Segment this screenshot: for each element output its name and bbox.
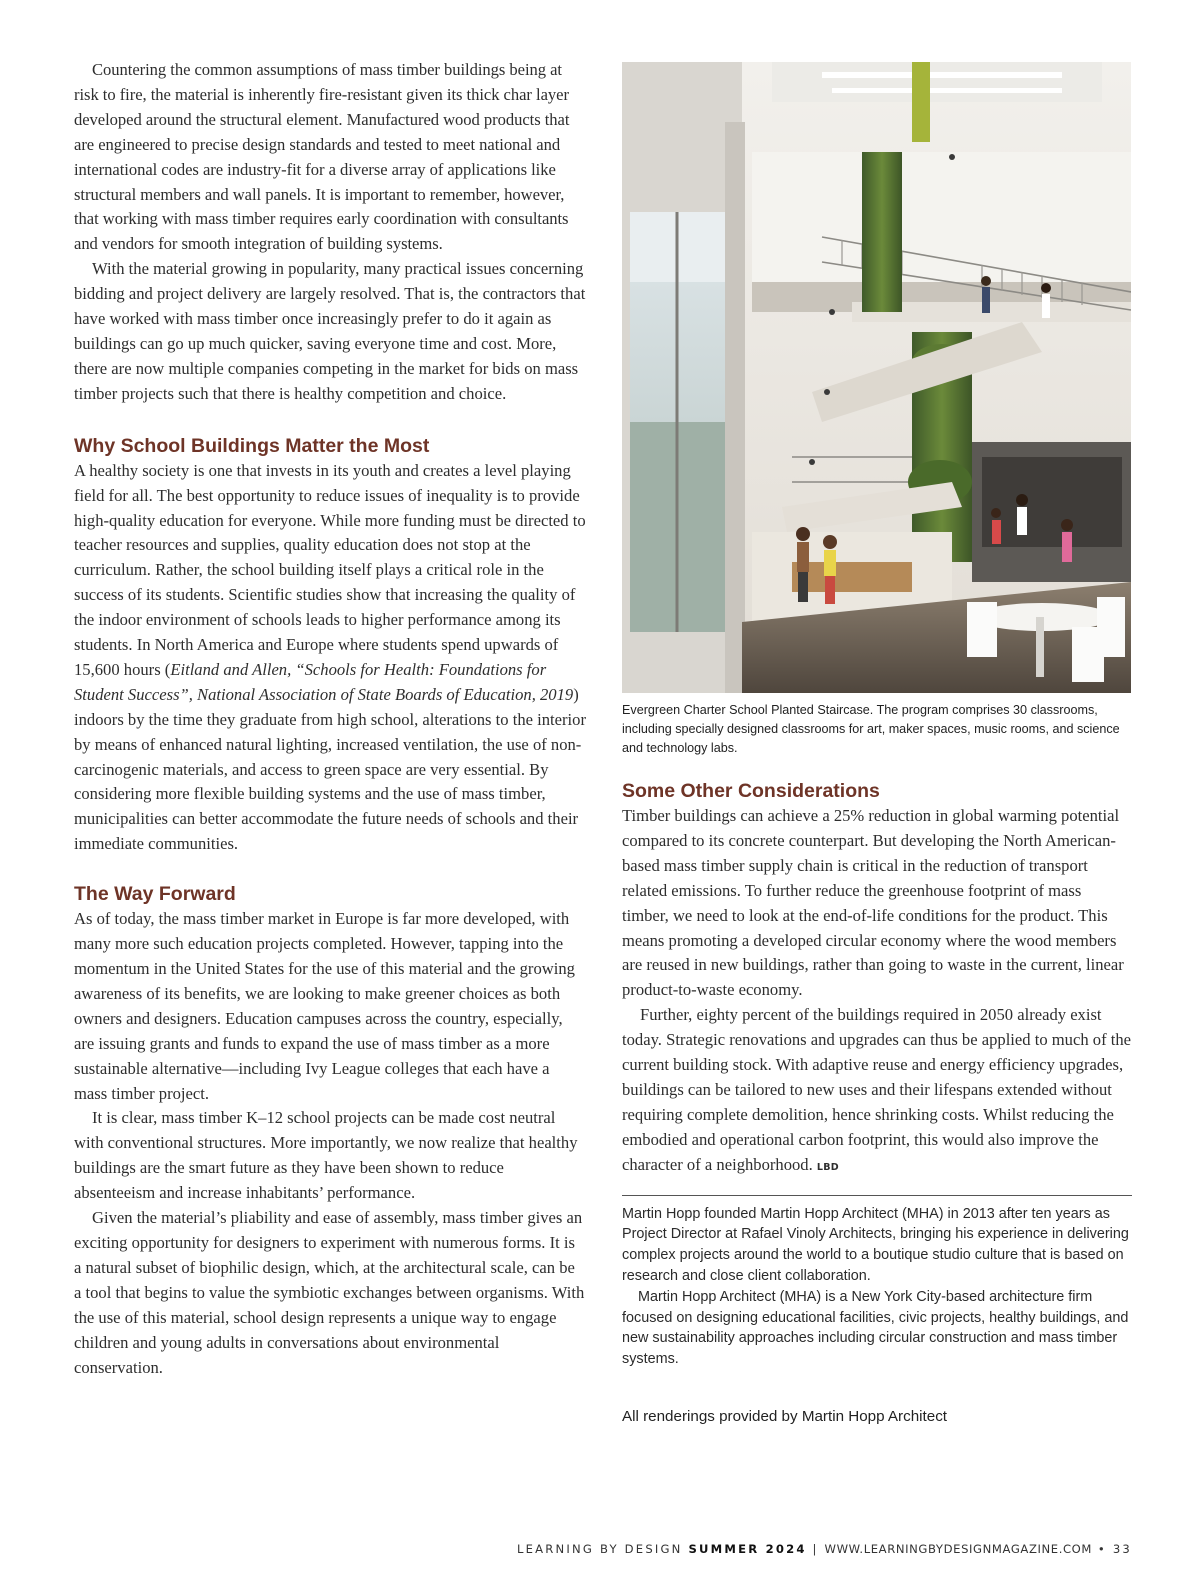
- footer-page-number: 33: [1112, 1542, 1132, 1556]
- author-bio-1: Martin Hopp founded Martin Hopp Architect (MHA) in 2013 after ten years as Project Director at Rafael Vinoly Architects, bringing his experience in delivering complex projects around the world to a boutique studio culture that is based on research and close client collaboration.: [622, 1205, 1129, 1284]
- heading-some-other-considerations: Some Other Considerations: [622, 780, 880, 802]
- heading-the-way-forward: The Way Forward: [74, 883, 236, 906]
- paragraph-eighty-percent: [622, 1003, 1132, 1180]
- staircase-illustration: [622, 62, 1131, 693]
- bio-divider: [622, 1195, 1132, 1196]
- paragraph-global-warming: Timber buildings can achieve a 25% reduction in global warming potential compared to its concrete counterpart. But developing the North American-based mass timber supply chain is critical in the reduction of transport related emissions. To further reduce the greenhouse footprint of mass timber, we need to look at the end-of-life conditions for the product. This means promoting a developed circular economy where the wood members are reused in new buildings, rather than going to waste in the current, linear product-to-waste economy.: [622, 806, 1124, 1000]
- left-column: [74, 58, 586, 1380]
- footer-magazine: LEARNING BY DESIGN: [516, 1542, 683, 1556]
- footer-separator: |: [812, 1542, 819, 1556]
- paragraph-eighty-percent-text: Further, eighty percent of the buildings required in 2050 already exist today. Strategic renovations and upgrades can thus be applied to much of the current building stock. With adaptive reuse and energy efficiency upgrades, buildings can be tailored to new uses and their lifespans extended without requiring complete demolition, hence shrinking costs. Whilst reducing the embodied and operational carbon footprint, this would also improve the character of a neighborhood.: [622, 1005, 1132, 1174]
- paragraph-healthy-society: [74, 459, 586, 858]
- footer-bullet: •: [1097, 1542, 1107, 1556]
- paragraph-market-europe: As of today, the mass timber market in Europe is far more developed, with many more such education projects completed. However, tapping into the momentum in the United States for the use of this material and the growing awareness of its benefits, we are looking to make greener choices as both owners and designers. Education campuses across the country, especially, are issuing grants and funds to expand the use of mass timber as a more sustainable alternative—including Ivy League colleges that each have a mass timber project.: [74, 909, 575, 1103]
- paragraph-cost-neutral: It is clear, mass timber K–12 school projects can be made cost neutral with conventional structures. More importantly, we now realize that healthy buildings are the smart future as they have been shown to reduce absenteeism and increase inhabitants’ performance.: [74, 1108, 578, 1203]
- end-mark-lbd: LBD: [816, 1161, 839, 1173]
- paragraph-fire-resistance: Countering the common assumptions of mass timber buildings being at risk to fire, the material is inherently fire-resistant given its thick char layer developed around the structural element. Manufactured wood products that are engineered to precise design standards and tested to meet national and international codes are industry-fit for a diverse array of applications like structural members and wall panels. It is important to remember, however, that working with mass timber requires early coordination with consultants and vendors for smooth integration of building systems.: [74, 60, 570, 254]
- paragraph-healthy-society-text-b: ) indoors by the time they graduate from high school, alterations to the interior by means of enhanced natural lighting, increased ventilation, the use of non-carcinogenic materials, and access to green space are very essential. By considering more flexible building systems and the use of mass timber, municipalities can better accommodate the future needs of schools and their immediate communities.: [74, 684, 586, 854]
- staircase-rendering-image: [622, 62, 1131, 693]
- paragraph-healthy-society-text-a: A healthy society is one that invests in its youth and creates a level playing field for all. The best opportunity to reduce issues of inequality is to provide high-quality education for everyone. While more funding must be directed to teacher resources and supplies, quality education does not stop at the curriculum. Rather, the school building itself plays a critical role in the success of its students. Scientific studies show that increasing the quality of the indoor environment of schools leads to higher performance among its students. In North America and Europe where students spend upwards of 15,600 hours (: [74, 460, 586, 679]
- footer-issue: SUMMER 2024: [688, 1542, 807, 1556]
- paragraph-pliability: Given the material’s pliability and ease of assembly, mass timber gives an exciting opportunity for designers to experiment with numerous forms. It is a natural subset of biophilic design, which, at the architectural scale, can be a tool that begins to value the symbiotic exchanges between organisms. With the use of this material, school design represents a unique way to engage children and young adults in conversations about environmental conservation.: [74, 1208, 585, 1377]
- rendering-credit: All renderings provided by Martin Hopp Architect: [622, 1407, 948, 1425]
- citation: Eitland and Allen, “Schools for Health: Foundations for Student Success”, National Association of State Boards of Education, 2019: [74, 659, 574, 704]
- right-column: [622, 62, 1132, 1425]
- page-footer: [517, 1542, 1132, 1556]
- paragraph-bidding: With the material growing in popularity, many practical issues concerning bidding and project delivery are largely resolved. That is, the contractors that have worked with mass timber once increasingly prefer to do it again as buildings can go up much quicker, saving everyone time and cost. More, there are now multiple companies competing in the market for bids on mass timber projects such that there is healthy competition and choice.: [74, 259, 586, 403]
- footer-website: WWW.LEARNINGBYDESIGNMAGAZINE.COM: [824, 1542, 1093, 1556]
- heading-why-school-buildings: Why School Buildings Matter the Most: [74, 434, 430, 457]
- image-caption: Evergreen Charter School Planted Staircase. The program comprises 30 classrooms, including specially designed classrooms for art, maker spaces, music rooms, and science and technology labs.: [622, 703, 1120, 755]
- author-bio-2: Martin Hopp Architect (MHA) is a New York City-based architecture firm focused on designing educational facilities, civic projects, healthy buildings, and new sustainability approaches including circular construction and mass timber systems.: [622, 1288, 1129, 1368]
